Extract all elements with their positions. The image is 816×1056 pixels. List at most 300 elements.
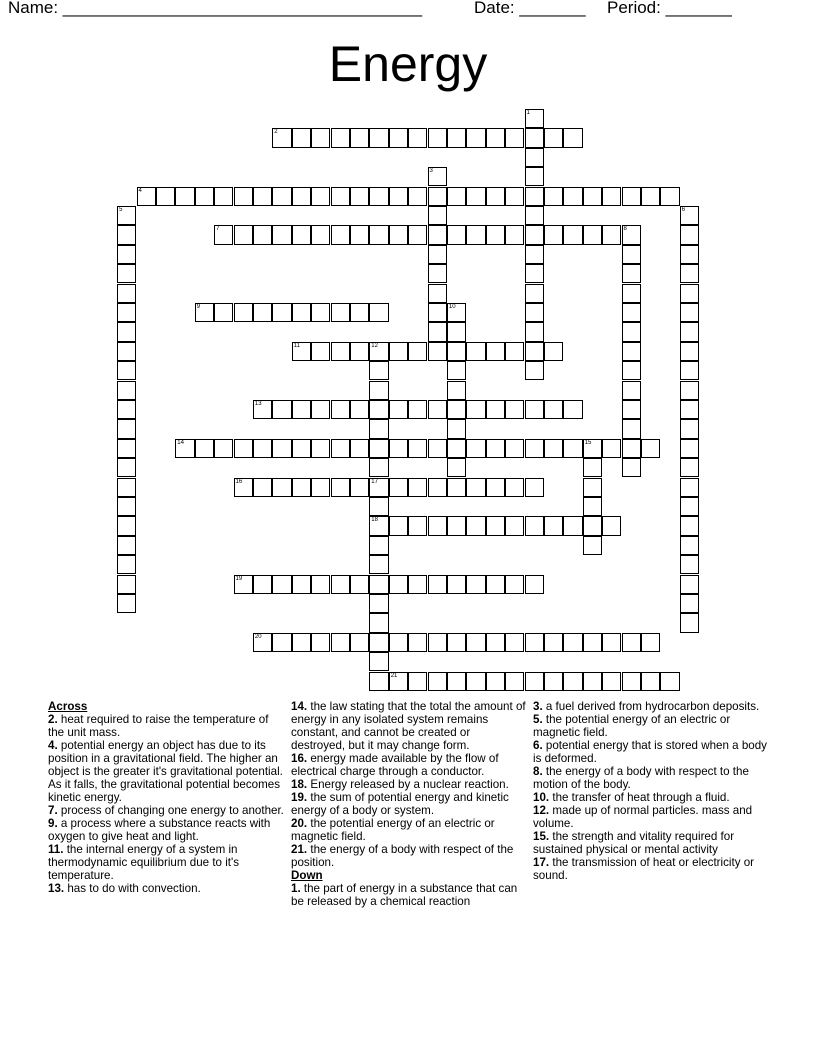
crossword-cell[interactable] — [272, 478, 291, 497]
crossword-cell[interactable] — [408, 575, 427, 594]
crossword-cell[interactable] — [117, 206, 136, 225]
crossword-cell[interactable] — [525, 167, 544, 186]
crossword-cell[interactable] — [311, 400, 330, 419]
crossword-cell[interactable] — [622, 264, 641, 283]
crossword-cell[interactable] — [505, 342, 524, 361]
crossword-cell[interactable] — [680, 206, 699, 225]
crossword-cell[interactable] — [117, 361, 136, 380]
crossword-cell[interactable] — [350, 303, 369, 322]
crossword-cell[interactable] — [369, 439, 388, 458]
crossword-cell[interactable] — [117, 439, 136, 458]
crossword-cell[interactable] — [641, 439, 660, 458]
crossword-cell[interactable] — [369, 400, 388, 419]
crossword-cell[interactable] — [602, 672, 621, 691]
crossword-cell[interactable] — [369, 128, 388, 147]
crossword-cell[interactable] — [583, 633, 602, 652]
crossword-cell[interactable] — [680, 381, 699, 400]
crossword-cell[interactable] — [292, 303, 311, 322]
crossword-cell[interactable] — [272, 633, 291, 652]
crossword-cell[interactable] — [505, 439, 524, 458]
crossword-cell[interactable] — [292, 342, 311, 361]
crossword-cell[interactable] — [350, 478, 369, 497]
crossword-cell[interactable] — [466, 187, 485, 206]
crossword-cell[interactable] — [622, 303, 641, 322]
crossword-cell[interactable] — [369, 303, 388, 322]
crossword-cell[interactable] — [447, 400, 466, 419]
crossword-cell[interactable] — [369, 478, 388, 497]
crossword-cell[interactable] — [272, 225, 291, 244]
crossword-cell[interactable] — [272, 575, 291, 594]
crossword-cell[interactable] — [117, 400, 136, 419]
crossword-cell[interactable] — [117, 342, 136, 361]
crossword-cell[interactable] — [389, 439, 408, 458]
crossword-cell[interactable] — [563, 128, 582, 147]
crossword-cell[interactable] — [622, 322, 641, 341]
crossword-cell[interactable] — [680, 613, 699, 632]
crossword-cell[interactable] — [272, 187, 291, 206]
crossword-cell[interactable] — [447, 322, 466, 341]
crossword-cell[interactable] — [292, 439, 311, 458]
crossword-cell[interactable] — [369, 613, 388, 632]
crossword-cell[interactable] — [447, 633, 466, 652]
crossword-cell[interactable] — [272, 303, 291, 322]
crossword-cell[interactable] — [292, 575, 311, 594]
crossword-cell[interactable] — [583, 478, 602, 497]
crossword-cell[interactable] — [408, 478, 427, 497]
crossword-cell[interactable] — [622, 245, 641, 264]
crossword-cell[interactable] — [563, 633, 582, 652]
crossword-cell[interactable] — [622, 342, 641, 361]
crossword-cell[interactable] — [428, 672, 447, 691]
crossword-cell[interactable] — [563, 516, 582, 535]
crossword-cell[interactable] — [641, 672, 660, 691]
crossword-cell[interactable] — [408, 342, 427, 361]
crossword-cell[interactable] — [680, 497, 699, 516]
crossword-cell[interactable] — [117, 225, 136, 244]
crossword-cell[interactable] — [253, 439, 272, 458]
crossword-cell[interactable] — [369, 652, 388, 671]
crossword-cell[interactable] — [622, 381, 641, 400]
crossword-cell[interactable] — [117, 555, 136, 574]
crossword-cell[interactable] — [544, 342, 563, 361]
crossword-cell[interactable] — [428, 264, 447, 283]
crossword-cell[interactable] — [583, 439, 602, 458]
crossword-cell[interactable] — [486, 516, 505, 535]
crossword-cell[interactable] — [525, 439, 544, 458]
crossword-cell[interactable] — [195, 439, 214, 458]
crossword-cell[interactable] — [602, 633, 621, 652]
crossword-cell[interactable] — [622, 400, 641, 419]
crossword-cell[interactable] — [622, 225, 641, 244]
crossword-cell[interactable] — [311, 128, 330, 147]
crossword-cell[interactable] — [350, 439, 369, 458]
crossword-cell[interactable] — [466, 225, 485, 244]
crossword-cell[interactable] — [175, 439, 194, 458]
crossword-cell[interactable] — [117, 594, 136, 613]
crossword-cell[interactable] — [447, 187, 466, 206]
crossword-cell[interactable] — [408, 633, 427, 652]
crossword-cell[interactable] — [680, 458, 699, 477]
crossword-cell[interactable] — [447, 458, 466, 477]
crossword-cell[interactable] — [331, 575, 350, 594]
crossword-cell[interactable] — [544, 225, 563, 244]
crossword-cell[interactable] — [234, 303, 253, 322]
crossword-cell[interactable] — [544, 439, 563, 458]
crossword-cell[interactable] — [680, 264, 699, 283]
crossword-cell[interactable] — [389, 575, 408, 594]
crossword-cell[interactable] — [389, 672, 408, 691]
crossword-cell[interactable] — [350, 187, 369, 206]
crossword-cell[interactable] — [311, 633, 330, 652]
crossword-cell[interactable] — [311, 225, 330, 244]
crossword-cell[interactable] — [117, 245, 136, 264]
crossword-cell[interactable] — [622, 633, 641, 652]
crossword-cell[interactable] — [525, 264, 544, 283]
crossword-cell[interactable] — [428, 206, 447, 225]
crossword-cell[interactable] — [486, 439, 505, 458]
crossword-cell[interactable] — [525, 225, 544, 244]
crossword-cell[interactable] — [428, 342, 447, 361]
crossword-cell[interactable] — [680, 536, 699, 555]
crossword-cell[interactable] — [331, 128, 350, 147]
crossword-cell[interactable] — [622, 458, 641, 477]
crossword-cell[interactable] — [680, 555, 699, 574]
crossword-cell[interactable] — [234, 439, 253, 458]
crossword-cell[interactable] — [117, 322, 136, 341]
crossword-cell[interactable] — [117, 478, 136, 497]
crossword-cell[interactable] — [311, 439, 330, 458]
crossword-cell[interactable] — [602, 187, 621, 206]
crossword-cell[interactable] — [369, 536, 388, 555]
crossword-cell[interactable] — [369, 575, 388, 594]
crossword-cell[interactable] — [680, 284, 699, 303]
crossword-cell[interactable] — [214, 225, 233, 244]
crossword-cell[interactable] — [369, 225, 388, 244]
crossword-cell[interactable] — [447, 381, 466, 400]
crossword-cell[interactable] — [369, 381, 388, 400]
crossword-cell[interactable] — [447, 225, 466, 244]
crossword-cell[interactable] — [583, 458, 602, 477]
crossword-cell[interactable] — [525, 478, 544, 497]
crossword-cell[interactable] — [389, 516, 408, 535]
crossword-cell[interactable] — [680, 342, 699, 361]
crossword-cell[interactable] — [408, 128, 427, 147]
crossword-cell[interactable] — [525, 206, 544, 225]
crossword-cell[interactable] — [680, 594, 699, 613]
crossword-cell[interactable] — [486, 672, 505, 691]
crossword-cell[interactable] — [234, 478, 253, 497]
crossword-cell[interactable] — [117, 381, 136, 400]
crossword-cell[interactable] — [408, 225, 427, 244]
crossword-cell[interactable] — [466, 478, 485, 497]
crossword-cell[interactable] — [466, 672, 485, 691]
crossword-cell[interactable] — [447, 516, 466, 535]
crossword-cell[interactable] — [505, 575, 524, 594]
crossword-cell[interactable] — [602, 225, 621, 244]
crossword-cell[interactable] — [311, 575, 330, 594]
crossword-cell[interactable] — [253, 633, 272, 652]
crossword-cell[interactable] — [369, 594, 388, 613]
crossword-cell[interactable] — [408, 187, 427, 206]
crossword-cell[interactable] — [369, 672, 388, 691]
crossword-cell[interactable] — [466, 516, 485, 535]
crossword-cell[interactable] — [175, 187, 194, 206]
crossword-cell[interactable] — [350, 342, 369, 361]
crossword-cell[interactable] — [563, 225, 582, 244]
crossword-cell[interactable] — [680, 245, 699, 264]
crossword-cell[interactable] — [369, 342, 388, 361]
crossword-cell[interactable] — [602, 439, 621, 458]
crossword-cell[interactable] — [292, 478, 311, 497]
crossword-cell[interactable] — [525, 342, 544, 361]
crossword-cell[interactable] — [525, 322, 544, 341]
crossword-cell[interactable] — [311, 187, 330, 206]
crossword-cell[interactable] — [447, 128, 466, 147]
crossword-cell[interactable] — [389, 633, 408, 652]
crossword-cell[interactable] — [680, 400, 699, 419]
crossword-cell[interactable] — [272, 439, 291, 458]
crossword-cell[interactable] — [525, 148, 544, 167]
crossword-cell[interactable] — [234, 187, 253, 206]
crossword-cell[interactable] — [622, 419, 641, 438]
crossword-cell[interactable] — [466, 128, 485, 147]
crossword-cell[interactable] — [253, 303, 272, 322]
crossword-cell[interactable] — [583, 225, 602, 244]
crossword-cell[interactable] — [486, 225, 505, 244]
crossword-cell[interactable] — [117, 497, 136, 516]
crossword-cell[interactable] — [466, 575, 485, 594]
crossword-cell[interactable] — [447, 672, 466, 691]
crossword-cell[interactable] — [389, 400, 408, 419]
crossword-cell[interactable] — [660, 672, 679, 691]
crossword-cell[interactable] — [369, 633, 388, 652]
crossword-cell[interactable] — [331, 342, 350, 361]
crossword-cell[interactable] — [408, 439, 427, 458]
crossword-cell[interactable] — [622, 187, 641, 206]
crossword-cell[interactable] — [428, 633, 447, 652]
crossword-cell[interactable] — [525, 361, 544, 380]
crossword-cell[interactable] — [331, 439, 350, 458]
crossword-cell[interactable] — [525, 109, 544, 128]
crossword-cell[interactable] — [428, 516, 447, 535]
crossword-cell[interactable] — [525, 303, 544, 322]
crossword-cell[interactable] — [680, 419, 699, 438]
crossword-cell[interactable] — [292, 128, 311, 147]
crossword-cell[interactable] — [563, 400, 582, 419]
crossword-cell[interactable] — [680, 225, 699, 244]
crossword-cell[interactable] — [195, 303, 214, 322]
crossword-cell[interactable] — [622, 439, 641, 458]
crossword-cell[interactable] — [292, 400, 311, 419]
crossword-cell[interactable] — [622, 284, 641, 303]
crossword-cell[interactable] — [447, 419, 466, 438]
crossword-cell[interactable] — [447, 361, 466, 380]
crossword-cell[interactable] — [447, 342, 466, 361]
crossword-cell[interactable] — [389, 225, 408, 244]
crossword-cell[interactable] — [234, 575, 253, 594]
crossword-cell[interactable] — [117, 575, 136, 594]
crossword-cell[interactable] — [272, 128, 291, 147]
crossword-cell[interactable] — [117, 303, 136, 322]
crossword-cell[interactable] — [583, 536, 602, 555]
crossword-cell[interactable] — [505, 187, 524, 206]
crossword-cell[interactable] — [563, 187, 582, 206]
crossword-cell[interactable] — [214, 303, 233, 322]
crossword-cell[interactable] — [525, 187, 544, 206]
crossword-cell[interactable] — [525, 575, 544, 594]
crossword-cell[interactable] — [563, 672, 582, 691]
crossword-cell[interactable] — [544, 187, 563, 206]
crossword-cell[interactable] — [428, 225, 447, 244]
crossword-cell[interactable] — [525, 245, 544, 264]
crossword-cell[interactable] — [486, 400, 505, 419]
crossword-cell[interactable] — [602, 516, 621, 535]
crossword-cell[interactable] — [660, 187, 679, 206]
crossword-cell[interactable] — [428, 187, 447, 206]
crossword-cell[interactable] — [641, 633, 660, 652]
crossword-cell[interactable] — [466, 439, 485, 458]
crossword-cell[interactable] — [428, 167, 447, 186]
crossword-cell[interactable] — [117, 536, 136, 555]
crossword-cell[interactable] — [369, 516, 388, 535]
crossword-cell[interactable] — [311, 342, 330, 361]
crossword-cell[interactable] — [583, 187, 602, 206]
crossword-cell[interactable] — [466, 633, 485, 652]
crossword-cell[interactable] — [622, 361, 641, 380]
crossword-cell[interactable] — [466, 400, 485, 419]
crossword-cell[interactable] — [350, 633, 369, 652]
crossword-cell[interactable] — [505, 225, 524, 244]
crossword-cell[interactable] — [563, 439, 582, 458]
crossword-cell[interactable] — [117, 284, 136, 303]
crossword-cell[interactable] — [428, 128, 447, 147]
crossword-cell[interactable] — [389, 187, 408, 206]
crossword-cell[interactable] — [544, 633, 563, 652]
crossword-cell[interactable] — [117, 264, 136, 283]
crossword-cell[interactable] — [428, 478, 447, 497]
crossword-cell[interactable] — [428, 400, 447, 419]
crossword-cell[interactable] — [680, 439, 699, 458]
crossword-cell[interactable] — [447, 575, 466, 594]
crossword-cell[interactable] — [428, 575, 447, 594]
crossword-cell[interactable] — [525, 284, 544, 303]
crossword-cell[interactable] — [486, 575, 505, 594]
crossword-cell[interactable] — [486, 128, 505, 147]
crossword-cell[interactable] — [505, 516, 524, 535]
crossword-cell[interactable] — [525, 128, 544, 147]
crossword-cell[interactable] — [622, 672, 641, 691]
crossword-cell[interactable] — [525, 672, 544, 691]
crossword-cell[interactable] — [428, 284, 447, 303]
crossword-cell[interactable] — [369, 497, 388, 516]
crossword-cell[interactable] — [117, 419, 136, 438]
crossword-cell[interactable] — [466, 342, 485, 361]
crossword-cell[interactable] — [389, 128, 408, 147]
crossword-cell[interactable] — [408, 400, 427, 419]
crossword-cell[interactable] — [447, 478, 466, 497]
crossword-cell[interactable] — [253, 575, 272, 594]
crossword-cell[interactable] — [505, 672, 524, 691]
crossword-cell[interactable] — [311, 303, 330, 322]
crossword-cell[interactable] — [369, 458, 388, 477]
crossword-cell[interactable] — [428, 322, 447, 341]
crossword-cell[interactable] — [195, 187, 214, 206]
crossword-cell[interactable] — [272, 400, 291, 419]
crossword-cell[interactable] — [525, 400, 544, 419]
crossword-cell[interactable] — [428, 303, 447, 322]
crossword-cell[interactable] — [680, 478, 699, 497]
crossword-cell[interactable] — [117, 458, 136, 477]
crossword-cell[interactable] — [292, 225, 311, 244]
crossword-cell[interactable] — [525, 516, 544, 535]
crossword-cell[interactable] — [544, 516, 563, 535]
crossword-cell[interactable] — [350, 128, 369, 147]
crossword-cell[interactable] — [369, 187, 388, 206]
crossword-cell[interactable] — [292, 187, 311, 206]
crossword-cell[interactable] — [680, 322, 699, 341]
crossword-cell[interactable] — [253, 187, 272, 206]
crossword-cell[interactable] — [583, 672, 602, 691]
crossword-cell[interactable] — [331, 633, 350, 652]
crossword-cell[interactable] — [331, 187, 350, 206]
crossword-cell[interactable] — [350, 575, 369, 594]
crossword-cell[interactable] — [583, 497, 602, 516]
crossword-cell[interactable] — [544, 672, 563, 691]
crossword-cell[interactable] — [253, 478, 272, 497]
crossword-cell[interactable] — [234, 225, 253, 244]
crossword-cell[interactable] — [505, 400, 524, 419]
crossword-cell[interactable] — [428, 439, 447, 458]
crossword-cell[interactable] — [331, 225, 350, 244]
crossword-cell[interactable] — [428, 245, 447, 264]
crossword-cell[interactable] — [583, 516, 602, 535]
crossword-cell[interactable] — [447, 439, 466, 458]
crossword-cell[interactable] — [331, 400, 350, 419]
crossword-cell[interactable] — [331, 478, 350, 497]
crossword-cell[interactable] — [137, 187, 156, 206]
crossword-cell[interactable] — [369, 361, 388, 380]
crossword-cell[interactable] — [408, 516, 427, 535]
crossword-cell[interactable] — [389, 342, 408, 361]
crossword-cell[interactable] — [253, 400, 272, 419]
crossword-cell[interactable] — [486, 187, 505, 206]
crossword-cell[interactable] — [369, 555, 388, 574]
crossword-cell[interactable] — [641, 187, 660, 206]
crossword-cell[interactable] — [486, 633, 505, 652]
crossword-cell[interactable] — [214, 187, 233, 206]
crossword-cell[interactable] — [369, 419, 388, 438]
crossword-cell[interactable] — [680, 575, 699, 594]
crossword-cell[interactable] — [292, 633, 311, 652]
crossword-cell[interactable] — [389, 478, 408, 497]
crossword-cell[interactable] — [214, 439, 233, 458]
crossword-cell[interactable] — [505, 478, 524, 497]
crossword-cell[interactable] — [680, 516, 699, 535]
crossword-cell[interactable] — [350, 225, 369, 244]
crossword-cell[interactable] — [505, 633, 524, 652]
crossword-cell[interactable] — [447, 303, 466, 322]
crossword-cell[interactable] — [525, 633, 544, 652]
crossword-cell[interactable] — [486, 478, 505, 497]
crossword-cell[interactable] — [350, 400, 369, 419]
crossword-cell[interactable] — [680, 361, 699, 380]
crossword-cell[interactable] — [486, 342, 505, 361]
crossword-cell[interactable] — [311, 478, 330, 497]
crossword-cell[interactable] — [253, 225, 272, 244]
crossword-cell[interactable] — [544, 400, 563, 419]
crossword-cell[interactable] — [117, 516, 136, 535]
crossword-cell[interactable] — [544, 128, 563, 147]
